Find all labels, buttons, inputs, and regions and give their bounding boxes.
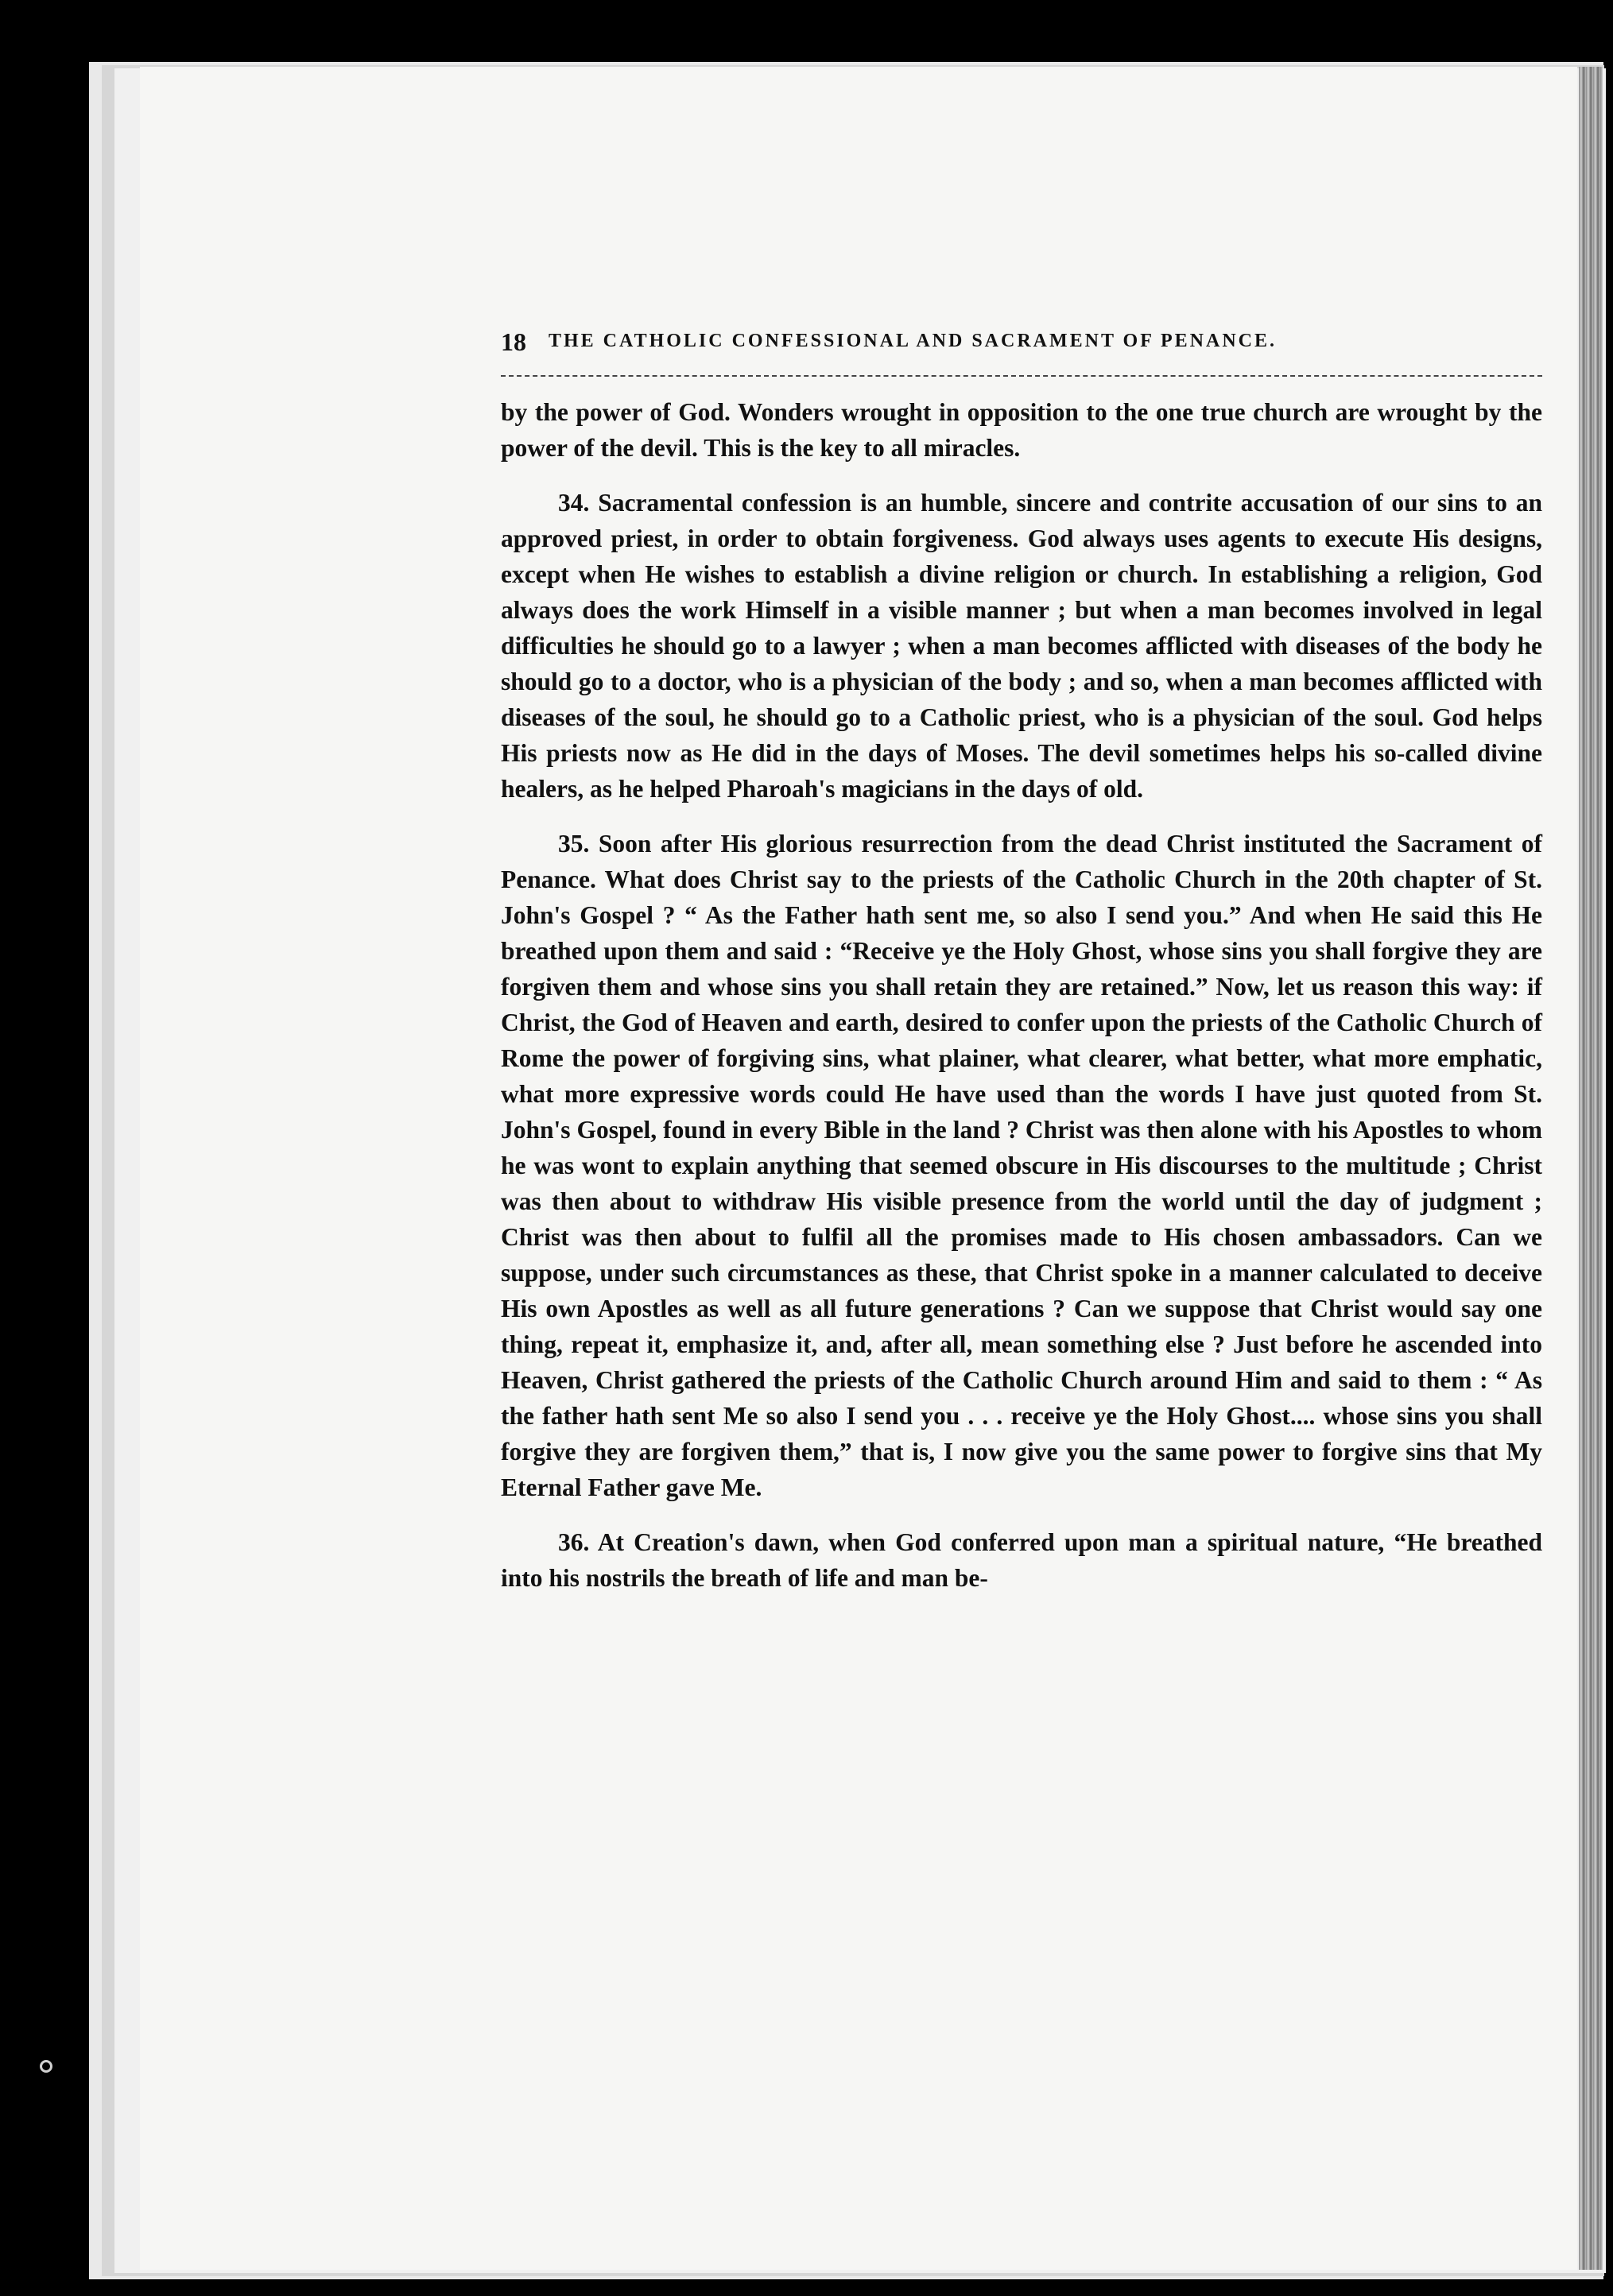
running-head-title: THE CATHOLIC CONFESSIONAL AND SACRAMENT OF PENANCE. bbox=[549, 331, 1277, 351]
text-block bbox=[501, 327, 1542, 1615]
header-rule bbox=[501, 375, 1542, 377]
paragraph-number: 34. bbox=[558, 489, 590, 517]
paragraph-34 bbox=[501, 485, 1542, 807]
paragraph-text: At Creation's dawn, when God conferred upon man a spiritual nature, “He breathed into his nostrils the breath of life and man be- bbox=[501, 1528, 1542, 1592]
paragraph-36 bbox=[501, 1524, 1542, 1596]
paragraph-continued bbox=[501, 394, 1542, 466]
page-number: 18 bbox=[501, 327, 526, 356]
paragraph-35 bbox=[501, 826, 1542, 1505]
paragraph-text: by the power of God. Wonders wrought in opposition to the one true church are wrought by the power of the devil. This is the key to all miracles. bbox=[501, 398, 1542, 462]
running-head bbox=[501, 327, 1542, 359]
paragraph-number: 35. bbox=[558, 830, 590, 858]
binding-edge bbox=[1579, 67, 1603, 2270]
paragraph-text: Sacramental confession is an humble, sincere and contrite accusation of our sins to an approved priest, in order to obtain forgiveness. God always uses agents to execute His designs, except when He wishes to establish a divine religion or church. In establishing a religion, God always does the work Himself in a visible manner ; but when a man becomes involved in legal difficulties he should go to a lawyer ; when a man becomes afflicted with diseases of the body he should go to a doctor, who is a physician of the body ; and so, when a man becomes afflicted with diseases of the soul, he should go to a Catholic priest, who is a physician of the soul. God helps His priests now as He did in the days of Moses. The devil sometimes helps his so-called divine healers, as he helped Pharoah's magicians in the days of old. bbox=[501, 489, 1542, 803]
scan-smudge bbox=[40, 2060, 52, 2073]
paragraph-number: 36. bbox=[558, 1528, 590, 1556]
paragraph-text: Soon after His glorious resurrection from the dead Christ instituted the Sacrament of Penance. What does Christ say to the priests of the Catholic Church in the 20th chapter of St. John's Gospel ? “ As the Father hath sent me, so also I send you.” And when He said this He breathed upon them and said : “Receive ye the Holy Ghost, whose sins you shall forgive they are forgiven them and whose sins you shall retain they are retained.” Now, let us reason this way: if Christ, the God of Heaven and earth, desired to confer upon the priests of the Catholic Church of Rome the power of forgiving sins, what plainer, what clearer, what better, what more emphatic, what more expressive words could He have used than the words I have just quoted from St. John's Gospel, found in every Bible in the land ? Christ was then alone with his Apostles to whom he was wont to explain anything that seemed obscure in His discourses to the multitude ; Christ was then about to withdraw His visible presence from the world until the day of judgment ; Christ was then about to fulfil all the promises made to His chosen ambassadors. Can we suppose, under such circumstances as these, that Christ spoke in a manner calculated to deceive His own Apostles as well as all future generations ? Can we suppose that Christ would say one thing, repeat it, emphasize it, and, after all, mean something else ? Just before he ascended into Heaven, Christ gathered the priests of the Catholic Church around Him and said to them : “ As the father hath sent Me so also I send you . . . receive ye the Holy Ghost.... whose sins you shall forgive they are forgiven them,” that is, I now give you the same power to forgive sins that My Eternal Father gave Me. bbox=[501, 830, 1542, 1501]
